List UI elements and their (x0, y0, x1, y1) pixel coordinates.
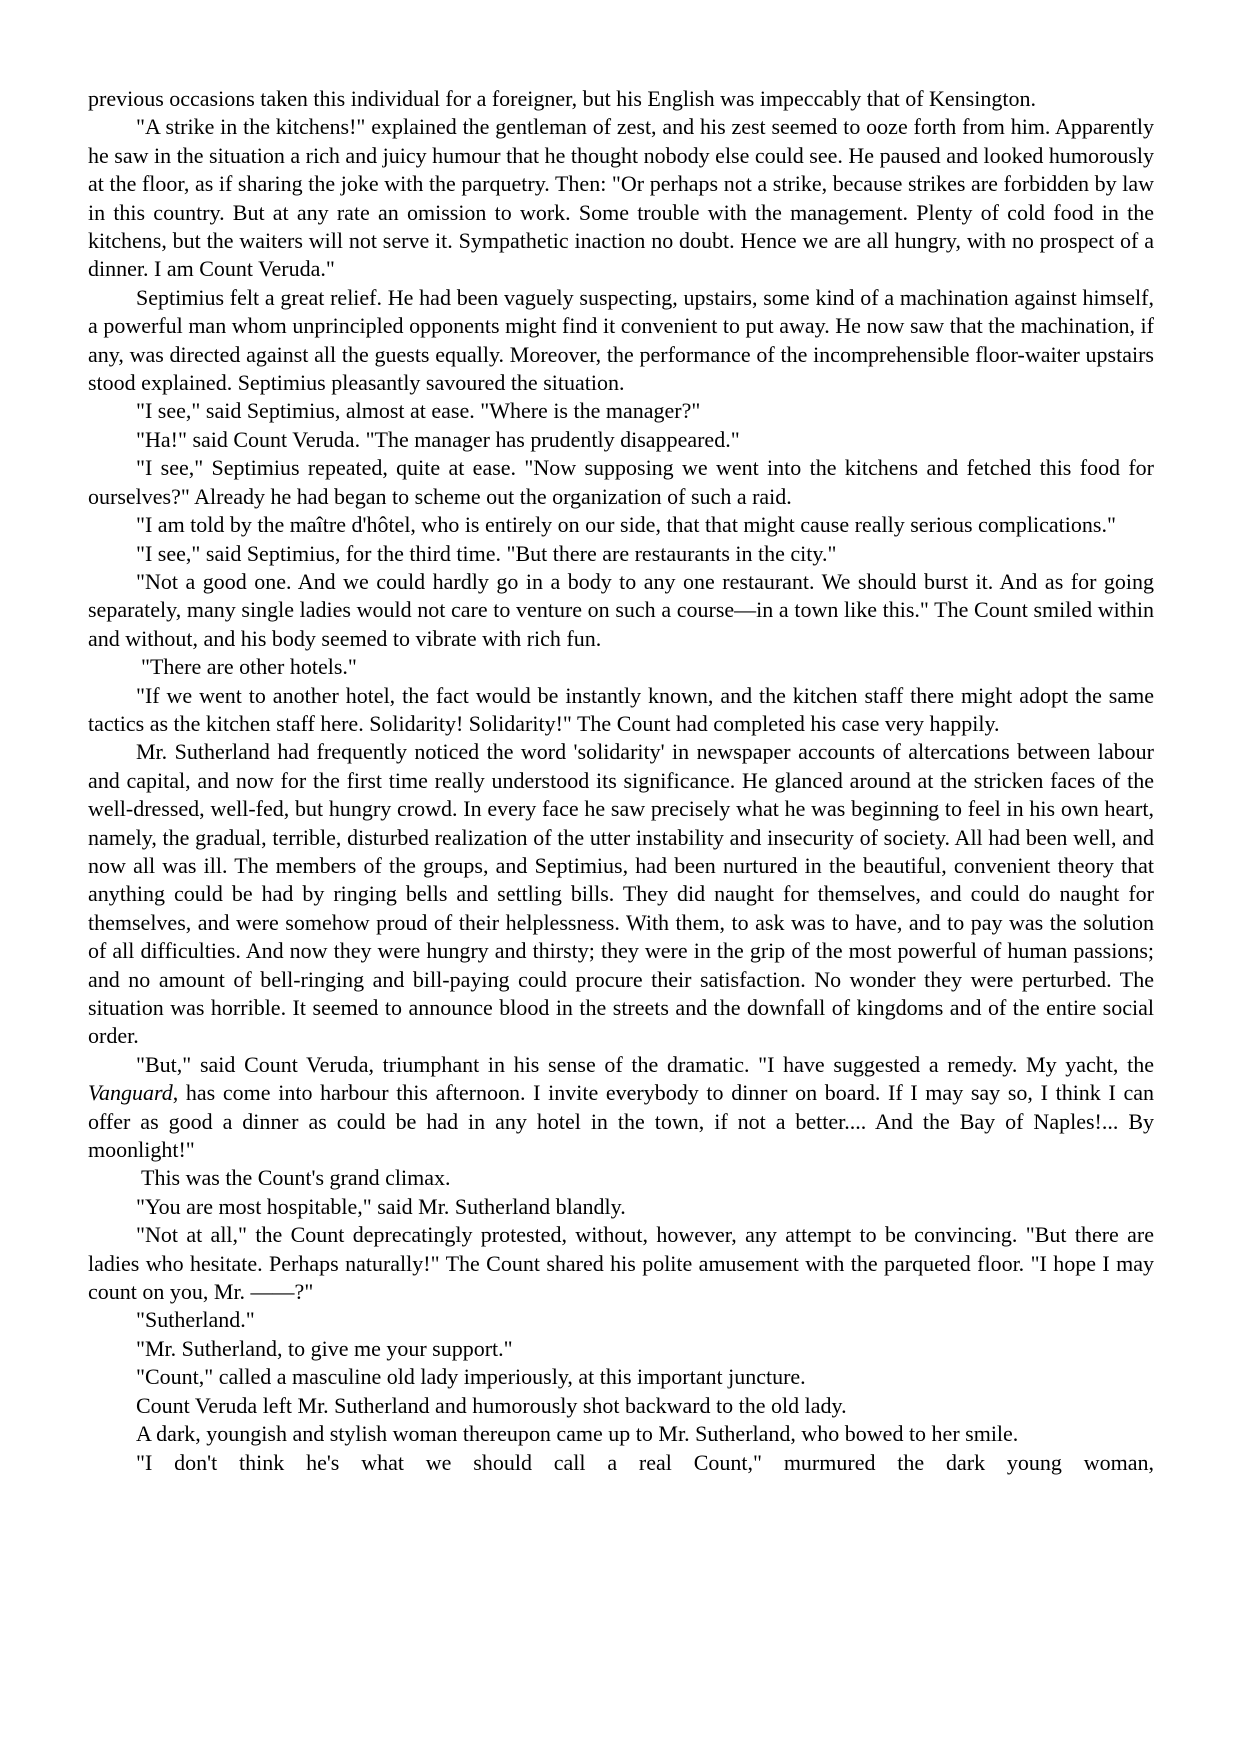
paragraph: Mr. Sutherland had frequently noticed the word 'solidarity' in newspaper accounts of altercations between labour and capital, and now for the first time really understood its significance. He glanced around at the stricken faces of the well-dressed, well-fed, but hungry crowd. In every face he saw precisely what he was beginning to feel in his own heart, namely, the gradual, terrible, disturbed realization of the utter instability and insecurity of society. All had been well, and now all was ill. The members of the groups, and Septimius, had been nurtured in the beautiful, convenient theory that anything could be had by ringing bells and settling bills. They did naught for themselves, and could do naught for themselves, and were somehow proud of their helplessness. With them, to ask was to have, and to pay was the solution of all difficulties. And now they were hungry and thirsty; they were in the grip of the most powerful of human passions; and no amount of bell-ringing and bill-paying could procure their satisfaction. No wonder they were perturbed. The situation was horrible. It seemed to announce blood in the streets and the downfall of kingdoms and of the entire social order. (88, 739, 1154, 1049)
paragraph: "I don't think he's what we should call a real Count," murmured the dark young woman, (136, 1449, 1154, 1475)
paragraph: "Ha!" said Count Veruda. "The manager has prudently disappeared." (136, 426, 740, 452)
paragraph: "If we went to another hotel, the fact would be instantly known, and the kitchen staff there might adopt the same tactics as the kitchen staff here. Solidarity! Solidarity!" The Count had completed his case very happily. (88, 682, 1154, 736)
paragraph: "A strike in the kitchens!" explained the gentleman of zest, and his zest seemed to ooze forth from him. Apparently he saw in the situation a rich and juicy humour that he thought nobody else could see. He paused and looked humorously at the floor, as if sharing the joke with the parquetry. Then: "Or perhaps not a strike, because strikes are forbidden by law in this country. But at any rate an omission to work. Some trouble with the management. Plenty of cold food in the kitchens, but the waiters will not serve it. Sympathetic inaction no doubt. Hence we are all hungry, with no prospect of a dinner. I am Count Veruda." (88, 114, 1154, 282)
paragraph: "Not a good one. And we could hardly go in a body to any one restaurant. We should burst it. And as for going separately, many single ladies would not care to venture on such a course—in a town like this." The Count smiled within and without, and his body seemed to vibrate with rich fun. (88, 568, 1154, 651)
paragraph: "I see," Septimius repeated, quite at ease. "Now supposing we went into the kitchens and fetched this food for ourselves?" Already he had began to scheme out the organization of such a raid. (88, 455, 1154, 509)
paragraph (88, 1051, 1154, 1165)
paragraph: Count Veruda left Mr. Sutherland and humorously shot backward to the old lady. (136, 1392, 847, 1418)
paragraph: "Count," called a masculine old lady imperiously, at this important juncture. (136, 1364, 806, 1390)
paragraph: Septimius felt a great relief. He had been vaguely suspecting, upstairs, some kind of a machination against himself, a powerful man whom unprincipled opponents might find it convenient to put away. He now saw that the machination, if any, was directed against all the guests equally. Moreover, the performance of the incomprehensible floor-waiter upstairs stood explained. Septimius pleasantly savoured the situation. (88, 284, 1154, 396)
yacht-name: Vanguard (88, 1080, 173, 1106)
paragraph: A dark, youngish and stylish woman thereupon came up to Mr. Sutherland, who bowed to her smile. (136, 1421, 1019, 1447)
paragraph: "There are other hotels." (141, 654, 357, 680)
paragraph: "Mr. Sutherland, to give me your support." (136, 1335, 513, 1361)
paragraph-text: , has come into harbour this afternoon. I invite everybody to dinner on board. If I may say so, I think I can offer as good a dinner as could be had in any hotel in the town, if not a better.... And the Bay of Naples!... By moonlight!" (88, 1080, 1154, 1163)
paragraph: "Sutherland." (136, 1307, 255, 1333)
paragraph: "Not at all," the Count deprecatingly protested, without, however, any attempt to be convincing. "But there are ladies who hesitate. Perhaps naturally!" The Count shared his polite amusement with the parqueted floor. "I hope I may count on you, Mr. ——?" (88, 1222, 1154, 1305)
paragraph: This was the Count's grand climax. (141, 1165, 451, 1191)
paragraph: "I see," said Septimius, for the third time. "But there are restaurants in the city." (136, 540, 837, 566)
paragraph: previous occasions taken this individual for a foreigner, but his English was impeccably that of Kensington. (88, 86, 1036, 111)
paragraph: "I see," said Septimius, almost at ease. "Where is the manager?" (136, 398, 701, 424)
paragraph: "I am told by the maître d'hôtel, who is entirely on our side, that that might cause really serious complications." (136, 512, 1116, 538)
paragraph-text: "But," said Count Veruda, triumphant in his sense of the dramatic. "I have suggested a remedy. My yacht, the (136, 1051, 1154, 1077)
paragraph: "You are most hospitable," said Mr. Sutherland blandly. (136, 1193, 626, 1219)
